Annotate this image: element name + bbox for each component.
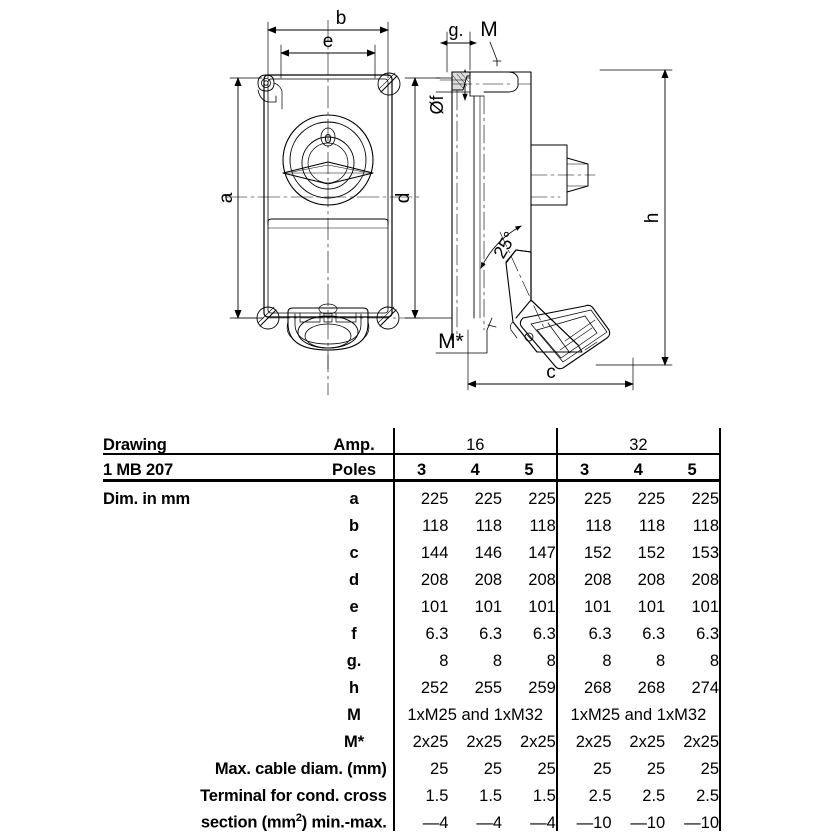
dim-label-e: e [322, 31, 334, 52]
cell-term1-32-5: 2.5 [665, 777, 720, 804]
table-header-amp-row [103, 428, 720, 454]
cell-M-16: 1xM25 and 1xM32 [394, 696, 557, 723]
dim-label-g: g. [448, 20, 464, 40]
table-row [103, 642, 720, 669]
cell-g-32-4: 8 [656, 651, 666, 670]
cell-term1-16-4: 1.5 [479, 786, 503, 805]
cell-e-16-5: 101 [528, 597, 556, 616]
drawing-title-line1: Drawing [103, 428, 315, 454]
cell-h-16-4: 255 [474, 678, 503, 697]
poles-header-32-5: 5 [665, 454, 720, 480]
cell-g-16-3: 8 [394, 642, 449, 669]
poles-header-16-4: 4 [448, 454, 502, 480]
cell-d-16-4: 208 [474, 570, 503, 589]
cell-a-16-5: 225 [528, 489, 556, 508]
row-label-a: a [349, 489, 359, 508]
cell-term2-32-5: —10 [665, 804, 720, 831]
cell-term2-16-4: —4 [476, 813, 503, 832]
cell-c-16-4: 146 [474, 543, 503, 562]
table-row [103, 723, 720, 750]
cell-Mstar-32-3: 2x25 [557, 723, 612, 750]
poles-header-32-3: 3 [557, 454, 612, 480]
dim-in-mm-label: Dim. in mm [103, 489, 190, 508]
poles-header-32-4: 4 [612, 454, 666, 480]
cell-Mstar-32-5: 2x25 [665, 723, 720, 750]
cell-g-16-4: 8 [492, 651, 503, 670]
row-label-e: e [349, 597, 359, 616]
row-label-d: d [348, 570, 360, 589]
cell-b-16-4: 118 [475, 516, 503, 535]
cell-term2-32-3: —10 [557, 804, 612, 831]
cell-d-32-4: 208 [637, 570, 666, 589]
drawing-title-line2: 1 MB 207 [103, 454, 315, 480]
poles-label: Poles [315, 454, 393, 480]
amp-label: Amp. [315, 428, 393, 454]
cell-e-16-4: 101 [474, 597, 503, 616]
dim-label-M-star: M* [438, 330, 464, 353]
cell-h-32-4: 268 [637, 678, 666, 697]
cell-a-32-4: 225 [637, 489, 666, 508]
cell-h-16-5: 259 [528, 678, 556, 697]
cell-a-16-3: 225 [394, 480, 449, 507]
table-row [103, 777, 720, 804]
table-row [103, 669, 720, 696]
cell-cable-32-4: 25 [646, 759, 666, 778]
row-label-M-star: M* [343, 732, 365, 751]
cell-M-32: 1xM25 and 1xM32 [557, 696, 720, 723]
cell-a-16-4: 225 [474, 489, 503, 508]
cell-d-16-5: 208 [528, 570, 556, 589]
dim-label-h: h [642, 212, 663, 224]
cell-e-32-5: 101 [665, 588, 720, 615]
cell-c-32-5: 153 [665, 534, 720, 561]
cell-g-32-3: 8 [557, 642, 612, 669]
knob-zero-label: 0 [324, 131, 332, 146]
poles-header-16-5: 5 [502, 454, 557, 480]
dim-label-b: b [335, 8, 347, 29]
dim-label-angle: 25° [489, 228, 521, 262]
dim-label-a: a [216, 192, 237, 204]
group-header-16: 16 [394, 428, 557, 454]
row-label-g: g. [346, 651, 362, 670]
row-label-f: f [351, 624, 357, 643]
cell-f-32-3: 6.3 [557, 615, 612, 642]
cell-g-32-5: 8 [665, 642, 720, 669]
terminal-label-superscript: 2 [295, 812, 302, 824]
max-cable-diam-label: Max. cable diam. (mm) [214, 759, 387, 778]
row-label-c: c [349, 543, 359, 562]
group-header-32: 32 [557, 428, 720, 454]
cell-b-32-5: 118 [665, 507, 720, 534]
cell-cable-16-3: 25 [394, 750, 449, 777]
cell-term2-16-3: —4 [394, 804, 449, 831]
terminal-label-line1: Terminal for cond. cross [200, 786, 387, 805]
poles-header-16-3: 3 [394, 454, 449, 480]
cell-e-16-3: 101 [394, 588, 449, 615]
cell-d-16-3: 208 [394, 561, 449, 588]
table-row [103, 534, 720, 561]
cell-h-16-3: 252 [394, 669, 449, 696]
table-row [103, 507, 720, 534]
dim-label-d: d [393, 192, 414, 204]
row-label-b: b [348, 516, 360, 535]
cell-b-32-3: 118 [557, 507, 612, 534]
table-row [103, 561, 720, 588]
cell-e-32-3: 101 [557, 588, 612, 615]
cell-f-32-4: 6.3 [642, 624, 666, 643]
table-header-poles-row [103, 454, 720, 480]
cell-c-16-5: 147 [528, 543, 556, 562]
cell-f-16-3: 6.3 [394, 615, 449, 642]
dim-label-phi-f: Øf [427, 95, 447, 115]
row-label-h: h [348, 678, 360, 697]
cell-g-16-5: 8 [546, 651, 556, 670]
cell-c-16-3: 144 [394, 534, 449, 561]
cell-cable-16-5: 25 [537, 759, 556, 778]
cell-cable-32-5: 25 [665, 750, 720, 777]
cell-Mstar-32-4: 2x25 [629, 732, 666, 751]
cell-h-32-3: 268 [557, 669, 612, 696]
cell-f-32-5: 6.3 [665, 615, 720, 642]
row-label-M: M [347, 705, 361, 724]
terminal-label-line2-b: ) min.-max. [301, 813, 387, 832]
cell-a-32-3: 225 [557, 480, 612, 507]
cell-term1-16-3: 1.5 [394, 777, 449, 804]
cell-c-32-3: 152 [557, 534, 612, 561]
dim-label-c: c [546, 362, 556, 383]
table-row [103, 588, 720, 615]
table-row [103, 696, 720, 723]
cell-h-32-5: 274 [665, 669, 720, 696]
dim-label-M: M [480, 18, 498, 41]
cell-a-32-5: 225 [665, 480, 720, 507]
terminal-label-line2 [103, 804, 394, 831]
cell-d-32-3: 208 [557, 561, 612, 588]
table-row [103, 804, 720, 831]
table-row [103, 615, 720, 642]
cell-cable-32-3: 25 [557, 750, 612, 777]
cell-term2-16-5: —4 [530, 813, 556, 832]
table-row [103, 750, 720, 777]
cell-term1-16-5: 1.5 [532, 786, 556, 805]
cell-b-16-5: 118 [529, 516, 556, 535]
cell-term1-32-3: 2.5 [557, 777, 612, 804]
cell-term1-32-4: 2.5 [642, 786, 666, 805]
cell-Mstar-16-3: 2x25 [394, 723, 449, 750]
cell-cable-16-4: 25 [483, 759, 503, 778]
cell-b-32-4: 118 [638, 516, 666, 535]
table-row [103, 480, 720, 507]
cell-term2-32-4: —10 [630, 813, 666, 832]
cell-e-32-4: 101 [637, 597, 666, 616]
cell-f-16-4: 6.3 [479, 624, 503, 643]
cell-Mstar-16-5: 2x25 [520, 732, 556, 751]
cell-Mstar-16-4: 2x25 [466, 732, 503, 751]
cell-c-32-4: 152 [637, 543, 666, 562]
cell-d-32-5: 208 [665, 561, 720, 588]
dimension-table [103, 428, 721, 831]
terminal-label-line2-a: section (mm [200, 813, 296, 832]
cell-f-16-5: 6.3 [532, 624, 556, 643]
cell-b-16-3: 118 [394, 507, 449, 534]
